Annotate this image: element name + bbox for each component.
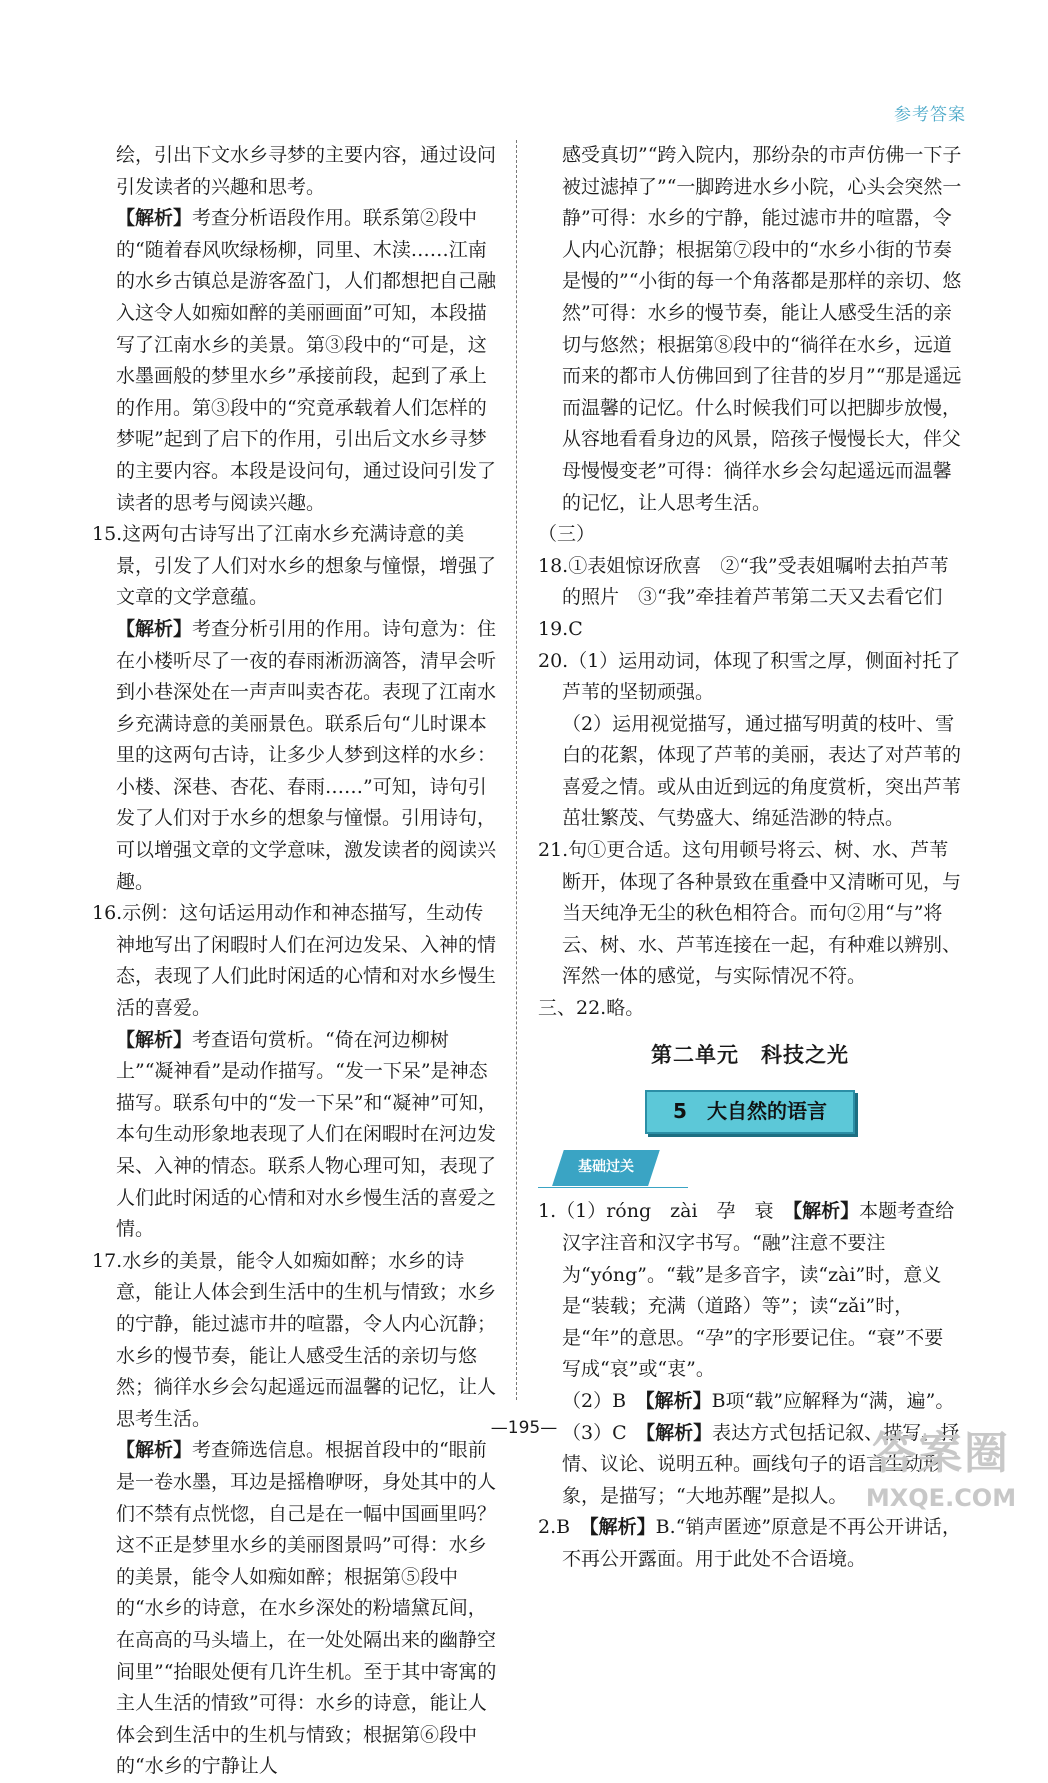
analysis-tag: 【解析】: [116, 207, 193, 230]
analysis-tag: 【解析】: [116, 617, 193, 640]
answer-item-19: 19.C: [538, 617, 583, 640]
answer-item-20: 20.（1）运用动词，体现了积雪之厚，侧面衬托了芦苇的坚韧顽强。: [538, 649, 961, 704]
answer-item-20-part2: （2）运用视觉描写，通过描写明黄的枝叶、雪白的花絮，体现了芦苇的美丽，表达了对芦苇的喜爱之情。或从由近到远的角度赏析，突出芦苇茁壮繁茂、气势盛大、绵延浩渺的特点。: [562, 712, 962, 830]
section-badge-label: 基础过关: [578, 1158, 634, 1175]
right-column: [538, 140, 962, 1576]
answer-item-1-2: [538, 1386, 962, 1418]
section-heading: （三）: [538, 523, 596, 546]
analysis-tag: 【解析】: [116, 1439, 193, 1462]
page-number: —195—: [490, 1418, 558, 1438]
analysis-text: B.“销声匿迹”原意是不再公开讲话，不再公开露面。用于此处不合语境。: [562, 1516, 962, 1570]
analysis-text: 考查分析引用的作用。诗句意为：住在小楼听尽了一夜的春雨淅沥滴答，清早会听到小巷深处在一声声叫卖杏花。表现了江南水乡充满诗意的美丽景色。联系后句“儿时课本里的这两句古诗，让多少人梦到这样的水乡：小楼、深巷、杏花、春雨……”可知，诗句引发了人们对于水乡的想象与憧憬。引用诗句，可以增强文章的文学意味，激发读者的阅读兴趣。: [116, 617, 497, 893]
header-label: 参考答案: [894, 105, 966, 125]
lesson-title: 5 大自然的语言: [645, 1090, 855, 1134]
watermark-logo: [856, 1424, 1026, 1524]
badge-underline: [538, 1187, 688, 1188]
analysis-text: 表达方式包括记叙、描写、抒情、议论、说明五种。画线句子的语言生动形象，是描写；“大地苏醒”是拟人。: [562, 1421, 960, 1507]
answer-item-18: 18.①表姐惊讶欣喜 ②“我”受表姐嘱咐去拍芦苇的照片 ③“我”牵挂着芦苇第二天又去看它们: [538, 554, 949, 609]
answer-item-17: 17.水乡的美景，能令人如痴如醉；水乡的诗意，能让人体会到生活中的生机与情致；水乡的宁静，能过滤市井的喧嚣，令人内心沉静；水乡的慢节奏，能让人感受生活的亲切与悠然；徜徉水乡会勾起遥远而温馨的记忆，让人思考生活。: [92, 1249, 497, 1430]
analysis-text: B项“载”应解释为“满，遍”。: [711, 1389, 955, 1412]
analysis-tag: 【解析】: [645, 1421, 713, 1444]
analysis-paragraph: [92, 1435, 500, 1783]
lesson-title-wrap: [538, 1090, 962, 1134]
section-badge-wrap: [538, 1150, 962, 1189]
analysis-text: 本题考查给汉字注音和汉字书写。“融”注意不要注为“yóng”。“载”是多音字，读“zài”时，意义是“装载；充满（道路）等”；读“zǎi”时，是“年”的意思。“孕”的字形要记住。“衰”不要写成“哀”或“衷”。: [562, 1200, 955, 1381]
answer-item-16: 16.示例：这句话运用动作和神态描写，生动传神地写出了闲暇时人们在河边发呆、入神的情态，表现了人们此时闲适的心情和对水乡慢生活的喜爱。: [92, 902, 497, 1020]
analysis-continuation: 感受真切”“跨入院内，那纷杂的市声仿佛一下子被过滤掉了”“一脚跨进水乡小院，心头会突然一静”可得：水乡的宁静，能过滤市井的喧嚣，令人内心沉静；根据第⑦段中的“水乡小街的节奏是慢的”“小街的每一个角落都是那样的亲切、悠然”可得：水乡的慢节奏，能让人感受生活的亲切与悠然；根据第⑧段中的“徜徉在水乡，远道而来的都市人仿佛回到了往昔的岁月”“那是遥远而温馨的记忆。什么时候我们可以把脚步放慢，从容地看看身边的风景，陪孩子慢慢长大，伴父母慢慢变老”可得：徜徉水乡会勾起遥远而温馨的记忆，让人思考生活。: [562, 144, 962, 514]
answer-item-21: 21.句①更合适。这句用顿号将云、树、水、芦苇断开，体现了各种景致在重叠中又清晰可见，与当天纯净无尘的秋色相符合。而句②用“与”将云、树、水、芦苇连接在一起，有种难以辨别、浑然一体的感觉，与实际情况不符。: [538, 839, 962, 988]
answer-continuation: 绘，引出下文水乡寻梦的主要内容，通过设问引发读者的兴趣和思考。: [116, 144, 497, 198]
analysis-text: 考查筛选信息。根据首段中的“眼前是一卷水墨，耳边是摇橹咿呀，身处其中的人们不禁有点恍惚，自己是在一幅中国画里吗？这不正是梦里水乡的美丽图景吗”可得：水乡的美景，能令人如痴如醉；根据第⑤段中的“水乡的诗意，在水乡深处的粉墙黛瓦间，在高高的马头墙上，在一处处隔出来的幽静空间里”“抬眼处便有几许生机。至于其中寄寓的主人生活的情致”可得：水乡的诗意，能让人体会到生活中的生机与情致；根据第⑥段中的“水乡的宁静让人: [116, 1439, 497, 1778]
answer-item-22: 三、22.略。: [538, 997, 645, 1020]
item-prefix: 2.B: [538, 1516, 590, 1539]
analysis-paragraph: [92, 614, 500, 898]
column-divider: [516, 140, 517, 1400]
analysis-tag: 【解析】: [589, 1516, 656, 1539]
analysis-tag: 【解析】: [116, 1028, 193, 1051]
unit-title: 第二单元 科技之光: [651, 1041, 849, 1067]
item-prefix: （3）C: [562, 1421, 646, 1444]
answer-item-15: 15.这两句古诗写出了江南水乡充满诗意的美景，引发了人们对水乡的想象与憧憬，增强了文章的文学意蕴。: [92, 523, 497, 609]
left-column: [92, 140, 500, 1783]
analysis-tag: 【解析】: [792, 1200, 860, 1223]
analysis-tag: 【解析】: [645, 1389, 712, 1412]
analysis-text: 考查分析语段作用。联系第②段中的“随着春风吹绿杨柳，同里、木渎……江南的水乡古镇总是游客盈门，人们都想把自己融入这令人如痴如醉的美丽画面”可知，本段描写了江南水乡的美景。第③段中的“可是，这水墨画般的梦里水乡”承接前段，起到了承上的作用。第③段中的“究竟承载着人们怎样的梦呢”起到了启下的作用，引出后文水乡寻梦的主要内容。本段是设问句，通过设问引发了读者的思考与阅读兴趣。: [116, 207, 497, 514]
analysis-text: 考查语句赏析。“倚在河边柳树上”“凝神看”是动作描写。“发一下呆”是神态描写。联系句中的“发一下呆”和“凝神”可知，本句生动形象地表现了人们在闲暇时在河边发呆、入神的情态。联系人物心理可知，表现了人们此时闲适的心情和对水乡慢生活的喜爱之情。: [116, 1028, 497, 1241]
analysis-paragraph: [92, 1025, 500, 1246]
item-prefix: 1.（1）róng zài 孕 衰: [538, 1200, 793, 1223]
item-prefix: （2）B: [562, 1389, 646, 1412]
watermark-line2: MXQE.COM: [865, 1484, 1017, 1512]
answer-item-1: [538, 1196, 962, 1386]
section-badge: [552, 1150, 660, 1186]
watermark-line1: 答案圈: [872, 1428, 1010, 1479]
analysis-paragraph: [92, 203, 500, 519]
